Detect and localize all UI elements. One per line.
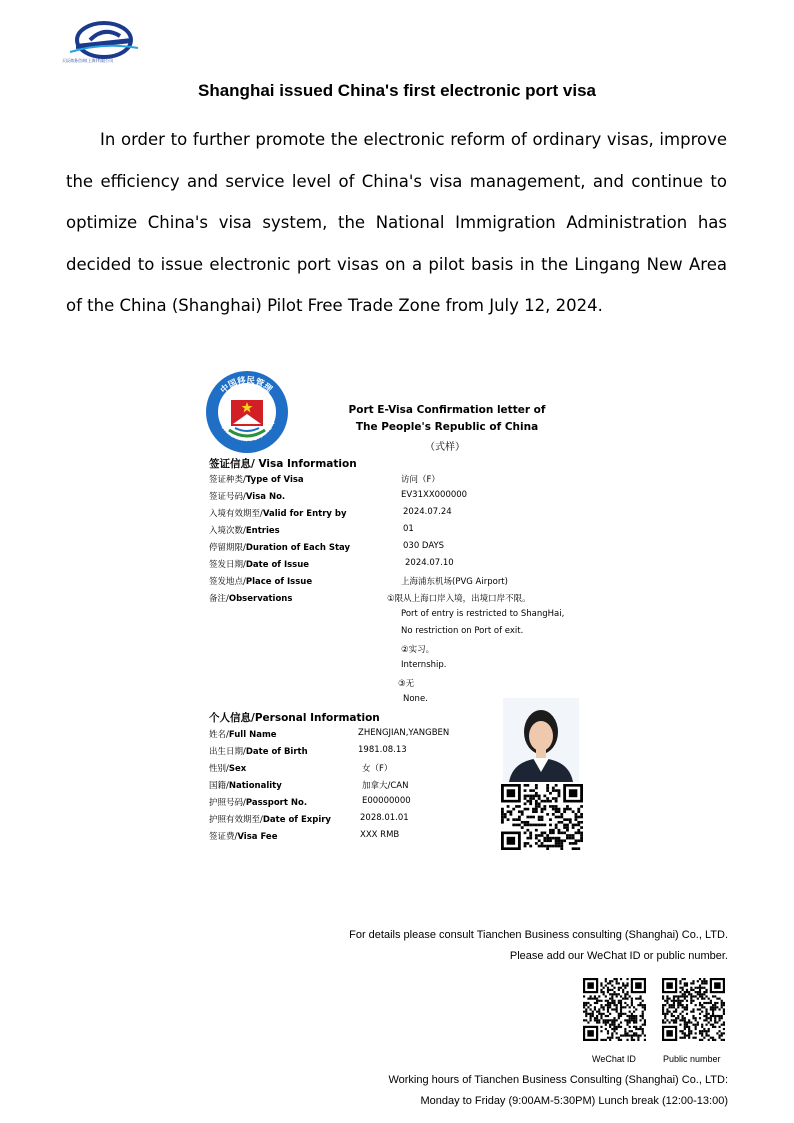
letter-title-line1: Port E-Visa Confirmation letter of [348,404,546,416]
observation-line: Internship. [401,660,447,670]
letter-row-value: XXX RMB [360,830,400,840]
visa-info-heading: 签证信息/ Visa Information [209,458,357,470]
letter-row-label [209,507,347,519]
letter-row-label [209,745,308,757]
row-label-en: Type of Visa [245,475,304,485]
logo-caption: 天辰商务咨询(上海)有限公司 [62,58,114,63]
letter-title-line2: The People's Republic of China [355,421,539,433]
letter-row-label [209,762,246,774]
letter-row-value: 访问（F） [401,475,440,485]
row-label-cn: 签证号码/ [209,492,246,502]
letter-row-value: 女（F） [362,764,393,774]
letter-row-value: 上海浦东机场(PVG Airport) [401,577,508,587]
letter-row-value: 1981.08.13 [358,745,407,755]
public-account-qr-code[interactable] [662,978,725,1041]
observation-line: ③无 [398,679,415,689]
public-qr-caption: Public number [663,1054,721,1064]
row-label-en: Valid for Entry by [262,509,347,519]
emblem-text-top: 中国移民管理 [218,375,274,396]
observation-line: Port of entry is restricted to ShangHai, [401,609,565,619]
letter-row-value: 2028.01.01 [360,813,409,823]
row-label-en: Passport No. [245,798,308,808]
row-label-en: Observations [228,594,293,604]
intro-paragraph: In order to further promote the electronic reform of ordinary visas, improve the efficiency and service level of China's visa management, and continue to optimize China's visa system, the National Immigration Administration has decided to issue electronic port visas on a pilot basis in the Lingang New Area of the China (Shanghai) Pilot Free Trade Zone from July 12, 2024. [66,130,727,315]
page-title: Shanghai issued China's first electronic port visa [198,81,596,100]
footer-contact-line: For details please consult Tianchen Business consulting (Shanghai) Co., LTD. [349,929,728,941]
letter-row-value: ①限从上海口岸入境，出境口岸不限。 [387,594,531,604]
row-label-cn: 入境次数/ [209,526,246,536]
applicant-photo [503,698,579,782]
row-label-en: Visa No. [245,492,286,502]
letter-row-label [209,728,277,740]
letter-qr-code [501,784,583,850]
letter-row-value: 030 DAYS [403,541,445,551]
row-label-en: Entries [245,526,280,536]
row-label-cn: 备注/ [209,594,229,604]
letter-row-value: EV31XX000000 [401,490,468,500]
footer-schedule-line: Monday to Friday (9:00AM-5:30PM) Lunch break (12:00-13:00) [420,1095,728,1107]
row-label-cn: 护照号码/ [209,798,246,808]
observation-line: ②实习。 [401,645,435,655]
row-label-en: Date of Issue [245,560,310,570]
row-label-cn: 国籍/ [209,781,229,791]
row-label-cn: 性别/ [209,764,229,774]
personal-info-heading: 个人信息/Personal Information [209,712,380,724]
letter-row-label [209,813,331,825]
letter-row-label [209,830,277,842]
letter-row-label [209,490,285,502]
wechat-qr-caption: WeChat ID [592,1054,636,1064]
row-label-en: Date of Birth [245,747,308,757]
wechat-qr-code[interactable] [583,978,646,1041]
observation-line: None. [403,694,428,704]
letter-row-label [209,779,282,791]
row-label-cn: 签发日期/ [209,560,246,570]
letter-row-label [209,592,292,604]
row-label-cn: 入境有效期至/ [209,509,263,519]
letter-row-label [209,473,304,485]
letter-row-value: E00000000 [362,796,411,806]
row-label-cn: 签证种类/ [209,475,246,485]
letter-sample-mark: （式样） [425,442,465,453]
row-label-cn: 出生日期/ [209,747,246,757]
row-label-en: Full Name [228,730,277,740]
letter-row-value: 加拿大/CAN [362,781,409,791]
footer-hours-line: Working hours of Tianchen Business Consulting (Shanghai) Co., LTD: [388,1074,728,1086]
row-label-cn: 签发地点/ [209,577,246,587]
row-label-cn: 停留期限/ [209,543,246,553]
china-immigration-emblem [205,370,289,454]
observation-line: No restriction on Port of exit. [401,626,524,636]
row-label-cn: 姓名/ [209,730,229,740]
letter-row-value: 01 [403,524,414,534]
row-label-cn: 护照有效期至/ [209,815,263,825]
letter-row-label [209,541,350,553]
row-label-en: Nationality [228,781,282,791]
footer-wechat-line: Please add our WeChat ID or public number. [509,950,728,962]
letter-row-label [209,796,307,808]
row-label-en: Visa Fee [237,832,278,842]
row-label-cn: 签证费/ [209,832,238,842]
row-label-en: Place of Issue [245,577,313,587]
letter-row-value: ZHENGJIAN,YANGBEN [358,728,450,738]
row-label-en: Date of Expiry [262,815,331,825]
emblem-text-bottom: CHINA IMMIGRATION [219,419,277,444]
letter-row-label [209,575,312,587]
letter-row-value: 2024.07.24 [403,507,452,517]
row-label-en: Duration of Each Stay [245,543,351,553]
letter-row-value: 2024.07.10 [405,558,454,568]
row-label-en: Sex [228,764,247,774]
letter-row-label [209,558,309,570]
letter-row-label [209,524,280,536]
